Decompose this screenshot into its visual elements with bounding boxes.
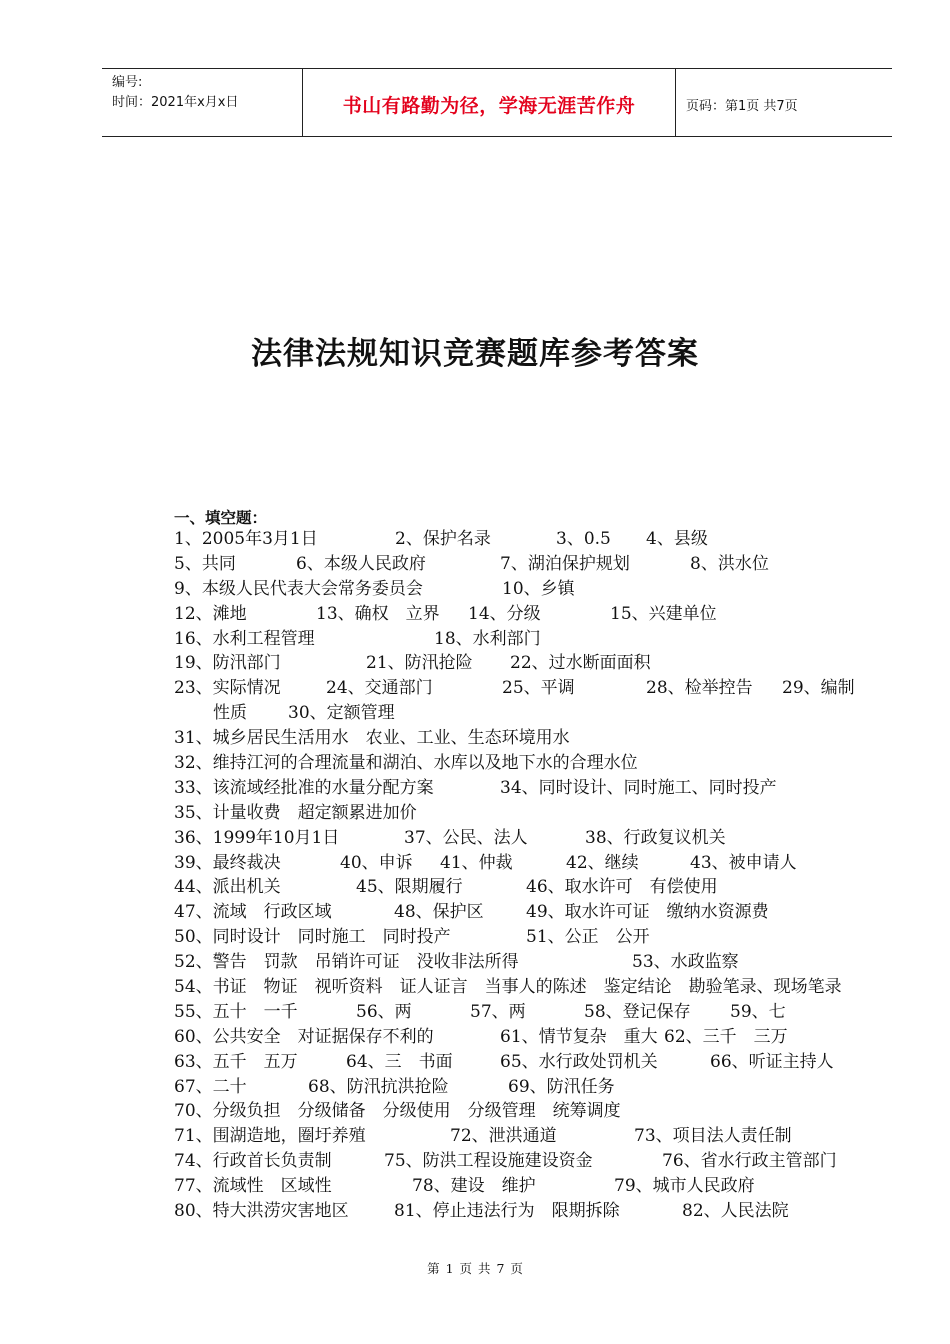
answer-item: 49、取水许可证 缴纳水资源费: [526, 902, 769, 923]
answer-item: 48、保护区: [394, 902, 484, 923]
answer-item: 1、2005年3月1日: [174, 529, 318, 549]
answer-item: 性质: [213, 703, 247, 724]
answer-item: 69、防汛任务: [508, 1076, 615, 1097]
answer-line: [174, 950, 874, 975]
answer-item: 80、特大洪涝灾害地区: [174, 1201, 349, 1222]
answer-line: [174, 701, 874, 726]
answer-item: 6、本级人民政府: [296, 553, 426, 574]
answer-line: [174, 1000, 874, 1025]
answer-line: [174, 826, 874, 851]
answer-item: 4、县级: [646, 529, 708, 549]
answer-item: 46、取水许可 有偿使用: [526, 877, 718, 898]
answer-line: [174, 1075, 874, 1100]
answer-item: 14、分级: [468, 603, 541, 624]
header-date-label: 时间：2021年x月x日: [112, 95, 239, 110]
answer-line: [174, 552, 874, 577]
answer-item: 25、平调: [502, 678, 575, 699]
answer-line: [174, 1124, 874, 1149]
answer-item: 67、二十: [174, 1076, 247, 1097]
answer-item: 52、警告 罚款 吊销许可证 没收非法所得: [174, 952, 519, 973]
answer-item: 72、泄洪通道: [450, 1126, 557, 1147]
answer-item: 32、维持江河的合理流量和湖泊、水库以及地下水的合理水位: [174, 753, 638, 774]
page-header: [102, 68, 892, 137]
answer-line: [174, 1199, 874, 1224]
answer-item: 38、行政复议机关: [585, 827, 726, 848]
answer-line: [174, 1099, 874, 1124]
answer-line: [174, 751, 874, 776]
answer-item: 40、申诉: [340, 852, 413, 873]
answer-item: 51、公正 公开: [526, 927, 650, 948]
answer-item: 78、建设 维护: [412, 1176, 536, 1197]
header-meta-cell: [102, 69, 303, 136]
answer-item: 35、计量收费 超定额累进加价: [174, 802, 417, 823]
answer-item: 12、滩地: [174, 603, 247, 624]
answer-item: 2、保护名录: [395, 529, 491, 549]
section-heading: 一、填空题：: [174, 509, 268, 527]
answer-item: 62、三千 三万: [664, 1026, 788, 1047]
answer-line: [174, 1149, 874, 1174]
answer-line: [174, 975, 874, 1000]
header-number-label: 编号:: [112, 75, 143, 90]
page-footer: 第 1 页 共 7 页: [427, 1261, 523, 1276]
answer-line: [174, 1050, 874, 1075]
answer-item: 8、洪水位: [690, 553, 769, 574]
answer-item: 3、0.5: [556, 529, 611, 549]
answer-item: 37、公民、法人: [404, 827, 528, 848]
answer-line: [174, 851, 874, 876]
answer-item: 24、交通部门: [326, 678, 433, 699]
answer-item: 15、兴建单位: [610, 603, 717, 624]
answer-item: 23、实际情况: [174, 678, 281, 699]
answer-line: [174, 527, 874, 552]
answer-item: 68、防汛抗洪抢险: [308, 1076, 449, 1097]
answer-item: 76、省水行政主管部门: [662, 1151, 837, 1172]
answer-list: [174, 527, 874, 1224]
answer-item: 34、同时设计、同时施工、同时投产: [500, 777, 777, 798]
answer-item: 29、编制: [782, 678, 855, 699]
answer-item: 7、湖泊保护规划: [500, 553, 630, 574]
header-motto-cell: [303, 69, 676, 136]
answer-line: [174, 1025, 874, 1050]
answer-item: 31、城乡居民生活用水 农业、工业、生态环境用水: [174, 728, 570, 749]
answer-item: 10、乡镇: [502, 578, 575, 599]
answer-item: 61、情节复杂 重大: [500, 1026, 658, 1047]
answer-item: 79、城市人民政府: [614, 1176, 755, 1197]
answer-item: 60、公共安全 对证据保存不利的: [174, 1026, 434, 1047]
answer-line: [174, 776, 874, 801]
answer-item: 81、停止违法行为 限期拆除: [394, 1201, 620, 1222]
answer-item: 22、过水断面面积: [510, 653, 651, 674]
answer-item: 82、人民法院: [682, 1201, 789, 1222]
answer-item: 71、围湖造地，圈圩养殖: [174, 1126, 366, 1147]
header-page-cell: [676, 69, 892, 136]
answer-item: 54、书证 物证 视听资料 证人证言 当事人的陈述 鉴定结论 勘验笔录、现场笔录: [174, 977, 842, 998]
answer-item: 36、1999年10月1日: [174, 827, 340, 848]
answer-line: [174, 676, 874, 701]
answer-line: [174, 900, 874, 925]
answer-item: 39、最终裁决: [174, 852, 281, 873]
answer-line: [174, 627, 874, 652]
answer-item: 16、水利工程管理: [174, 628, 315, 649]
answer-item: 64、三 书面: [346, 1051, 453, 1072]
header-page-label: 页码：第1页 共7页: [686, 99, 798, 114]
answer-item: 13、确权 立界: [316, 603, 440, 624]
answer-item: 33、该流域经批准的水量分配方案: [174, 777, 434, 798]
answer-line: [174, 726, 874, 751]
answer-item: 70、分级负担 分级储备 分级使用 分级管理 统筹调度: [174, 1101, 621, 1122]
answer-item: 43、被申请人: [690, 852, 797, 873]
answer-item: 55、五十 一千: [174, 1001, 298, 1022]
answer-item: 44、派出机关: [174, 877, 281, 898]
answer-line: [174, 1174, 874, 1199]
header-motto: 书山有路勤为径，学海无涯苦作舟: [342, 95, 636, 117]
answer-line: [174, 577, 874, 602]
answer-item: 18、水利部门: [434, 628, 541, 649]
answer-item: 42、继续: [566, 852, 639, 873]
answer-line: [174, 925, 874, 950]
answer-item: 65、水行政处罚机关: [500, 1051, 658, 1072]
answer-item: 59、七: [730, 1001, 786, 1022]
answer-line: [174, 602, 874, 627]
answer-item: 53、水政监察: [632, 952, 739, 973]
answer-line: [174, 651, 874, 676]
answer-item: 74、行政首长负责制: [174, 1151, 332, 1172]
answer-item: 5、共同: [174, 553, 236, 574]
document-title: 法律法规知识竞赛题库参考答案: [251, 336, 699, 372]
answer-item: 9、本级人民代表大会常务委员会: [174, 578, 423, 599]
answer-item: 28、检举控告: [646, 678, 753, 699]
answer-item: 56、两: [356, 1001, 412, 1022]
answer-line: [174, 875, 874, 900]
answer-item: 41、仲裁: [440, 852, 513, 873]
answer-item: 57、两: [470, 1001, 526, 1022]
answer-line: [174, 801, 874, 826]
answer-item: 73、项目法人责任制: [634, 1126, 792, 1147]
answer-item: 30、定额管理: [288, 703, 395, 724]
answer-item: 50、同时设计 同时施工 同时投产: [174, 927, 451, 948]
answer-item: 63、五千 五万: [174, 1051, 298, 1072]
answer-item: 77、流域性 区域性: [174, 1176, 332, 1197]
answer-item: 21、防汛抢险: [366, 653, 473, 674]
answer-item: 66、听证主持人: [710, 1051, 834, 1072]
answer-item: 45、限期履行: [356, 877, 463, 898]
answer-item: 19、防汛部门: [174, 653, 281, 674]
answer-item: 75、防洪工程设施建设资金: [384, 1151, 593, 1172]
answer-item: 47、流域 行政区域: [174, 902, 332, 923]
answer-item: 58、登记保存: [584, 1001, 691, 1022]
